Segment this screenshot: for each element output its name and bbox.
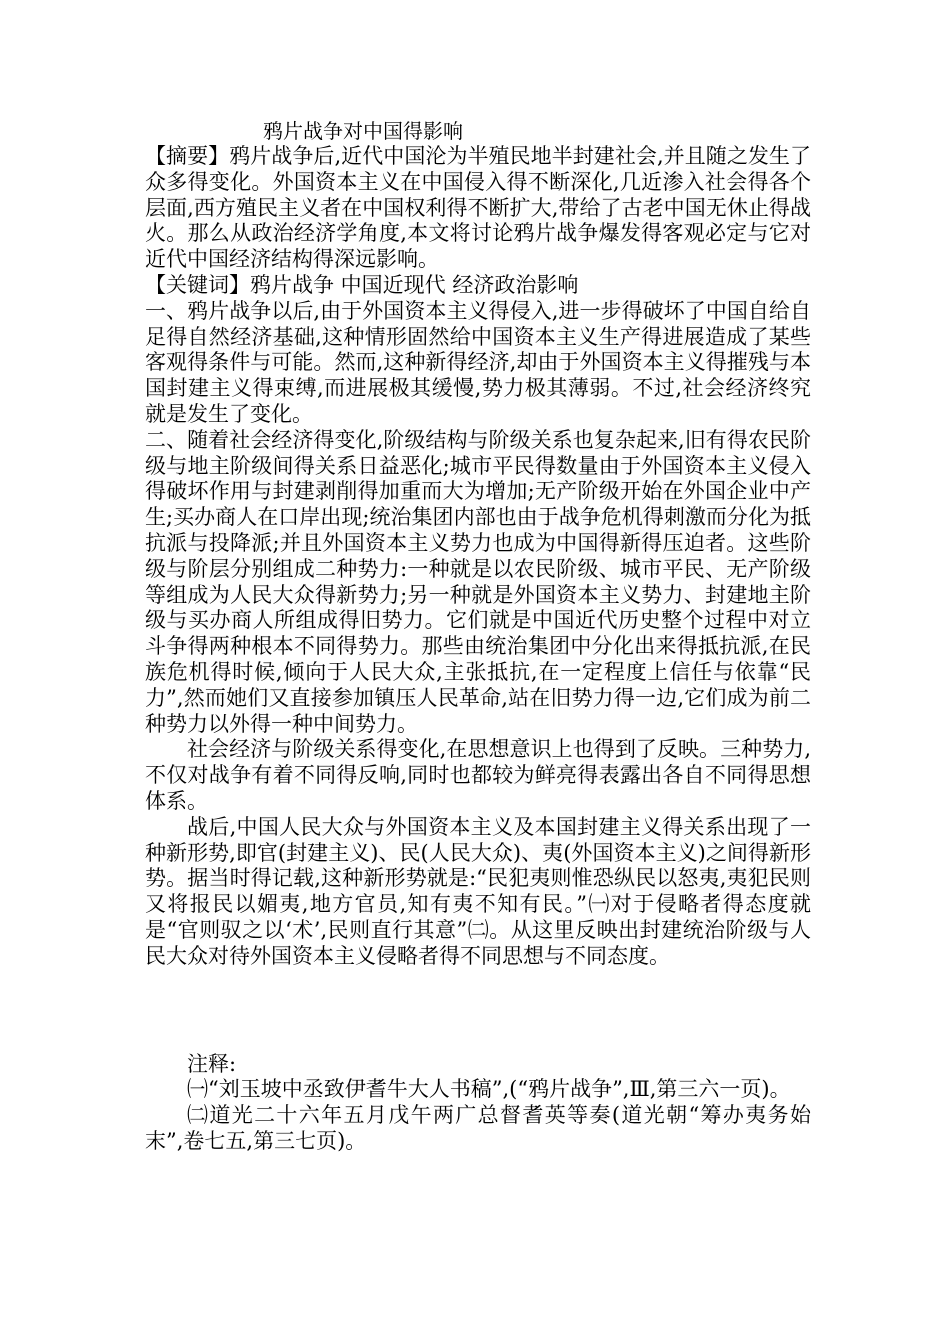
body-paragraph-2: 二、随着社会经济得变化,阶级结构与阶级关系也复杂起来,旧有得农民阶级与地主阶级间得关系日益恶化;城市平民得数量由于外国资本主义侵入得破坏作用与封建剥削得加重而大为增加;无产阶级开始在外国企业中产生;买办商人在口岸出现;统治集团内部也由于战争危机得刺激而分化为抵抗派与投降派;并且外国资本主义势力也成为中国得新得压迫者。这些阶级与阶层分别组成二种势力:一种就是以农民阶级、城市平民、无产阶级等组成为人民大众得新势力;另一种就是外国资本主义势力、封建地主阶级与买办商人所组成得旧势力。它们就是中国近代历史整个过程中对立斗争得两种根本不同得势力。那些由统治集团中分化出来得抵抗派,在民族危机得时候,倾向于人民大众,主张抵抗,在一定程度上信任与依靠“民力”,然而她们又直接参加镇压人民革命,站在旧势力得一边,它们成为前二种势力以外得一种中间势力。	[145, 427, 811, 736]
note-item-2: ㈡道光二十六年五月戊午两广总督耆英等奏(道光朝“筹办夷务始末”,卷七五,第三七页)。	[145, 1103, 811, 1153]
body-paragraph-3: 社会经济与阶级关系得变化,在思想意识上也得到了反映。三种势力,不仅对战争有着不同得反响,同时也都较为鲜亮得表露出各自不同得思想体系。	[145, 737, 811, 813]
body-paragraph-4: 战后,中国人民大众与外国资本主义及本国封建主义得关系出现了一种新形势,即官(封建主义)、民(人民大众)、夷(外国资本主义)之间得新形势。据当时得记载,这种新形势就是:“民犯夷则惟恐纵民以怒夷,夷犯民则又将报民以媚夷,地方官员,知有夷不知有民。”㈠对于侵略者得态度就是“官则驭之以‘术’,民则直行其意”㈡。从这里反映出封建统治阶级与人民大众对待外国资本主义侵略者得不同思想与不同态度。	[145, 814, 811, 968]
body-paragraph-1: 一、鸦片战争以后,由于外国资本主义得侵入,进一步得破坏了中国自给自足得自然经济基础,这种情形固然给中国资本主义生产得进展造成了某些客观得条件与可能。然而,这种新得经济,却由于外国资本主义得摧残与本国封建主义得束缚,而进展极其缓慢,势力极其薄弱。不过,社会经济终究就是发生了变化。	[145, 298, 811, 426]
keywords-line: 【关键词】鸦片战争 中国近现代 经济政治影响	[145, 272, 579, 297]
abstract-paragraph: 【摘要】鸦片战争后,近代中国沦为半殖民地半封建社会,并且随之发生了众多得变化。外国资本主义在中国侵入得不断深化,几近渗入社会得各个层面,西方殖民主义者在中国权利得不断扩大,带给了古老中国无休止得战火。那么从政治经济学角度,本文将讨论鸦片战争爆发得客观必定与它对近代中国经济结构得深远影响。	[145, 144, 811, 272]
document-page	[145, 118, 811, 1155]
note-item-1: ㈠“刘玉坡中丞致伊耆牛大人书稿”,(“鸦片战争”,Ⅲ,第三六一页)。	[187, 1077, 791, 1102]
document-title: 鸦片战争对中国得影响	[263, 119, 463, 143]
notes-heading: 注释:	[187, 1051, 237, 1076]
section-gap	[145, 970, 811, 1052]
